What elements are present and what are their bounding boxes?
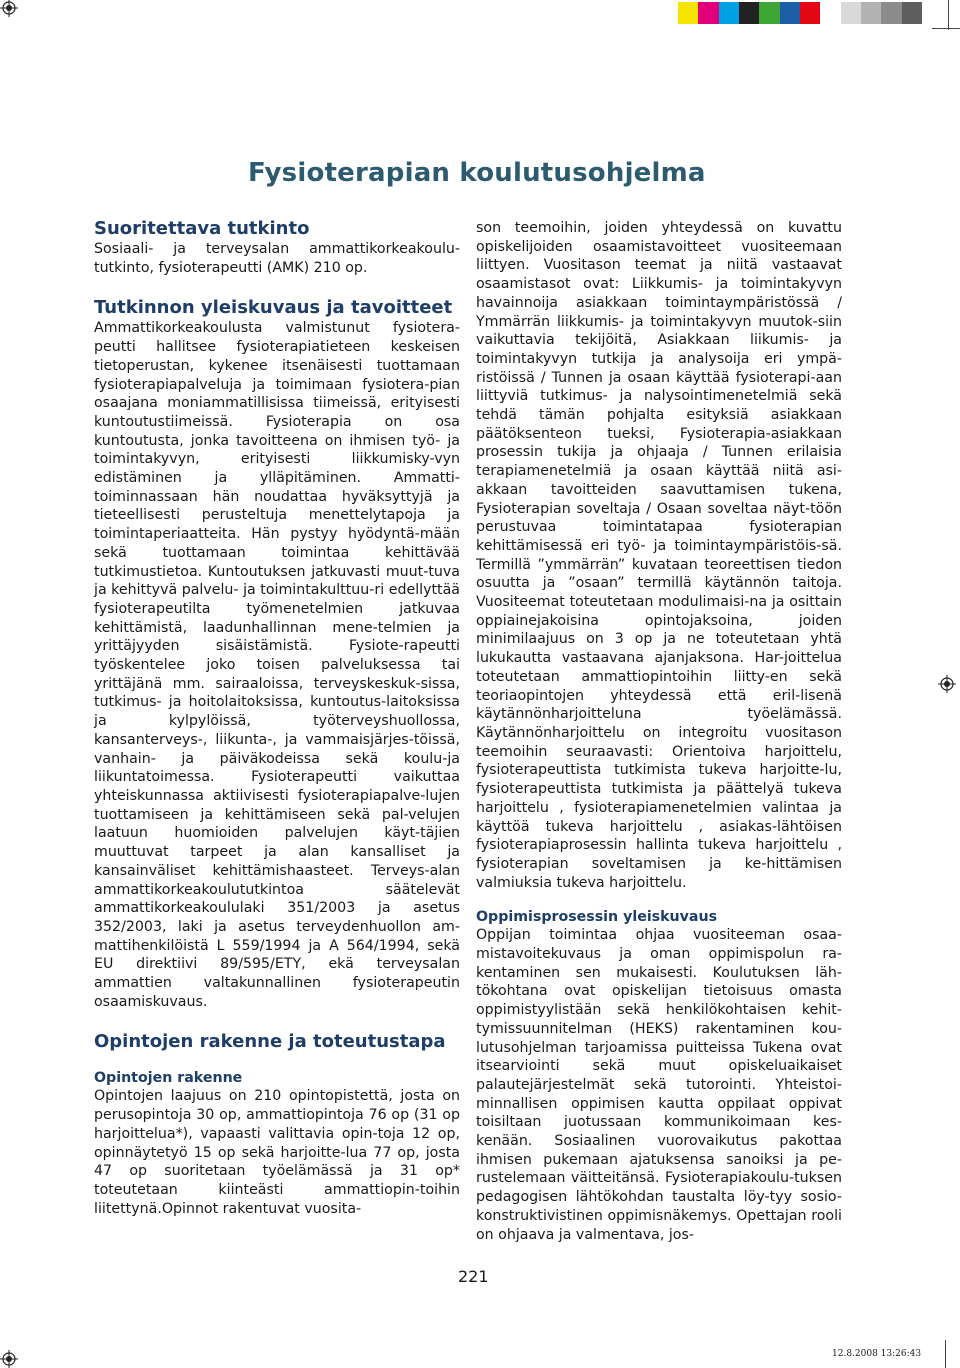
print-timestamp: 12.8.2008 13:26:43 bbox=[832, 1349, 922, 1359]
color-swatch bbox=[759, 2, 779, 24]
continued-paragraph: son teemoihin, joiden yhteydessä on kuvattu opiskelijoiden osaamistavoitteet vuositeemaan liittyen. Vuositason teemat ja niitä vastaavat osaamistasot ovat: Liikkumis- ja toimintakyvyn havainnoija asiakkaan toimintaympäristössä / Ymmärrän liikkumis- ja toimintakyvyn muutok-siin vaikuttavia tekijöitä, Asiakkaan liikumis- ja toimintakyvyn tutkija ja analysoija eri ympä-ristöissä / Tunnen ja osaan käyttää fysioterapi-aan liittyviä tutkimus- ja nalysointimenetelmiä sekä tehdä tämän pohjalta esityksiä asiakkaan päätöksenteon tueksi, Fysioterapia-asiakkaan prosessin tukija ja ohjaaja / Tunnen erilaisia terapiamenetelmiä ja osaan käyttää niitä asi-akkaan tavoitteiden saavuttamisen tukena, Fysioterapian soveltaja / Osaan soveltaa näyt-töön perustuvaa toimintatapaa fysioterapian kehittämisessä eri työ- ja toimintaympäristöis-sä. Termillä ”ymmärrän” kuvataan teoreettisen tiedon osuutta ja ”osaan” termillä käytännön taitoja. Vuositeemat toteutetaan modulimaisi-na ja osittain oppiainejakoisina opintojaksoina, joiden minimilaajuus on 3 op ja ne toteutetaan yhtä lukukautta vastaavana ajanjaksona. Har-joittelua toteutetaan ammattiopintoihin liitty-en sekä teoriaopintojen yhteydessä että eril-lisenä käytännönharjoitteluna työelämässä. Käytännönharjoittelu on integroitu vuositason teemoihin seuraavasti: Orientoiva harjoittelu, fysioterapeuttista tutkimista tukeva harjoitte-lu, fysioterapeuttista tutkimista ja päättelyä tukeva harjoittelu , fysioterapiamenetelmien valintaa ja käyttöä tukeva harjoittelu , asiakas-lähtöisen fysioterapiaprosessin hallinta tukeva harjoittelu , fysioterapian soveltamisen ja ke-hittämisen valmiuksia tukeva harjoittelu. bbox=[476, 220, 842, 891]
structure-paragraph: Opintojen laajuus on 210 opintopistettä, josta on perusopintoja 30 op, ammattiopintoja 76 op (31 op harjoittelua*), vapaasti valittavia opin-toja 12 op, opinnäytetyö 15 op sekä harjoitte-lua 77 op, josta 47 op suoritetaan työelämässä ja 31 op* toteutetaan kiinteästi ammattiopin-toihin liitettynä.Opinnot rakentuvat vuosita- bbox=[94, 1088, 460, 1217]
color-swatch bbox=[820, 2, 840, 24]
heading-learning-process: Oppimisprosessin yleiskuvaus bbox=[476, 909, 718, 926]
crop-mark bbox=[945, 1340, 946, 1368]
heading-degree: Suoritettava tutkinto bbox=[94, 218, 310, 239]
color-swatch bbox=[678, 2, 698, 24]
crop-mark bbox=[948, 0, 949, 30]
registration-mark-icon bbox=[0, 1350, 18, 1368]
color-swatch bbox=[902, 2, 922, 24]
degree-paragraph: Sosiaali- ja terveysalan ammattikorkeakoulu-tutkinto, fysioterapeutti (AMK) 210 op. bbox=[94, 241, 460, 276]
overview-paragraph: Ammattikorkeakoulusta valmistunut fysiotera-peutti hallitsee fysioterapiatieteen keskeisen tietoperustan, kykenee itsenäisesti tuottamaan fysioterapiapalveluja ja toimimaan fysiotera-pian osaajana moniammatillisissa tiimeissä, erityisesti kuntoutustiimeissä. Fysioterapia on osa kuntoutusta, jonka tavoitteena on ihmisen työ- ja toimintakyvyn, erityisesti liikkumisky-vyn edistäminen ja ylläpitäminen. Ammatti-toiminnassaan hän noudattaa hyväksyttyjä ja tieteellisesti perusteltuja menettelytapoja ja toimintaperiaatteita. Hän pystyy hyödyntä-mään sekä tuottamaan toimintaa kehittävää tutkimustietoa. Kuntoutuksen jatkuvasti muut-tuva ja kehittyvä palvelu- ja toimintakulttuu-ri edellyttää fysioterapeutilta työmenetelmien jatkuvaa kehittämistä, laadunhallinnan mene-telmien ja yrittäjyyden sisäistämistä. Fysiote-rapeutti työskentelee joko toisen palveluksessa tai yrittäjänä mm. sairaaloissa, terveyskeskuk-sissa, tutkimus- ja hoitolaitoksissa, kuntoutus-laitoksissa ja kylpylöissä, työterveyshuollossa, kansanterveys-, liikunta-, ja vammaisjärjes-töissä, vanhain- ja päiväkodeissa sekä koulu-ja liikuntatoimessa. Fysioterapeutti vaikuttaa yhteiskunnassa aktiivisesti fysioterapiapalve-lujen tuottamiseen ja kehittämiseen sekä pal-velujen laatuun huomioiden palvelujen käyt-täjien muuttuvat tarpeet ja alan kansalliset ja kansainväliset kehittämishaasteet. Terveys-alan ammattikorkeakoulututkintoa säätelevät ammattikorkeakoululaki 351/2003 ja asetus 352/2003, laki ja asetus terveydenhuollon am-mattihenkilöistä L 559/1994 ja A 564/1994, sekä EU direktiivi 89/595/ETY, ekä terveysalan ammattien valtakunnallinen fysioterapeutin osaamiskuvaus. bbox=[94, 320, 460, 1010]
crop-mark bbox=[932, 28, 960, 29]
color-swatch bbox=[780, 2, 800, 24]
heading-structure: Opintojen rakenne ja toteutustapa bbox=[94, 1031, 446, 1053]
color-swatch bbox=[739, 2, 759, 24]
color-swatch bbox=[800, 2, 820, 24]
learning-paragraph: Oppijan toimintaa ohjaa vuositeeman osaa-mistavoitekuvaus ja oman oppimispolun ra-kentaminen sen mukaisesti. Koulutuksen läh-tökohtana ovat opiskelijan tietoisuus omasta oppimistyylistään sekä henkilökohtaisen kehit-tymissuunnitelman (HEKS) rakentaminen kou-lutusohjelman tarjoamissa puitteissa Tukena ovat itsearviointi sekä muut opiskeluaikaiset palautejärjestelmät sekä tutorointi. Yhteistoi-minnallisen oppimisen kautta oppilaat oppivat toisiltaan juotussaan kommunikoimaan kes-kenään. Sosiaalinen vuorovaikutus pakottaa ihmisen pukemaan ajatuksensa sanoiksi ja pe-rustelemaan väitteitänsä. Fysioterapiakoulu-tuksen pedagogisen lähtökohdan taustalta löy-tyy sosio-konstruktivistinen oppimisnäkemys. Opettajan rooli on ohjaava ja valmentava, jos- bbox=[476, 927, 842, 1243]
color-calibration-bar bbox=[678, 2, 922, 24]
color-swatch bbox=[881, 2, 901, 24]
color-swatch bbox=[841, 2, 861, 24]
page-title: Fysioterapian koulutusohjelma bbox=[248, 158, 706, 188]
color-swatch bbox=[861, 2, 881, 24]
heading-overview: Tutkinnon yleiskuvaus ja tavoitteet bbox=[94, 297, 453, 319]
left-column bbox=[94, 218, 460, 1218]
registration-mark-icon bbox=[0, 0, 18, 17]
registration-mark-icon bbox=[938, 675, 956, 693]
page-number: 221 bbox=[458, 1267, 489, 1286]
subheading-structure: Opintojen rakenne bbox=[94, 1070, 243, 1087]
right-column bbox=[476, 219, 842, 1244]
color-swatch bbox=[719, 2, 739, 24]
color-swatch bbox=[698, 2, 718, 24]
